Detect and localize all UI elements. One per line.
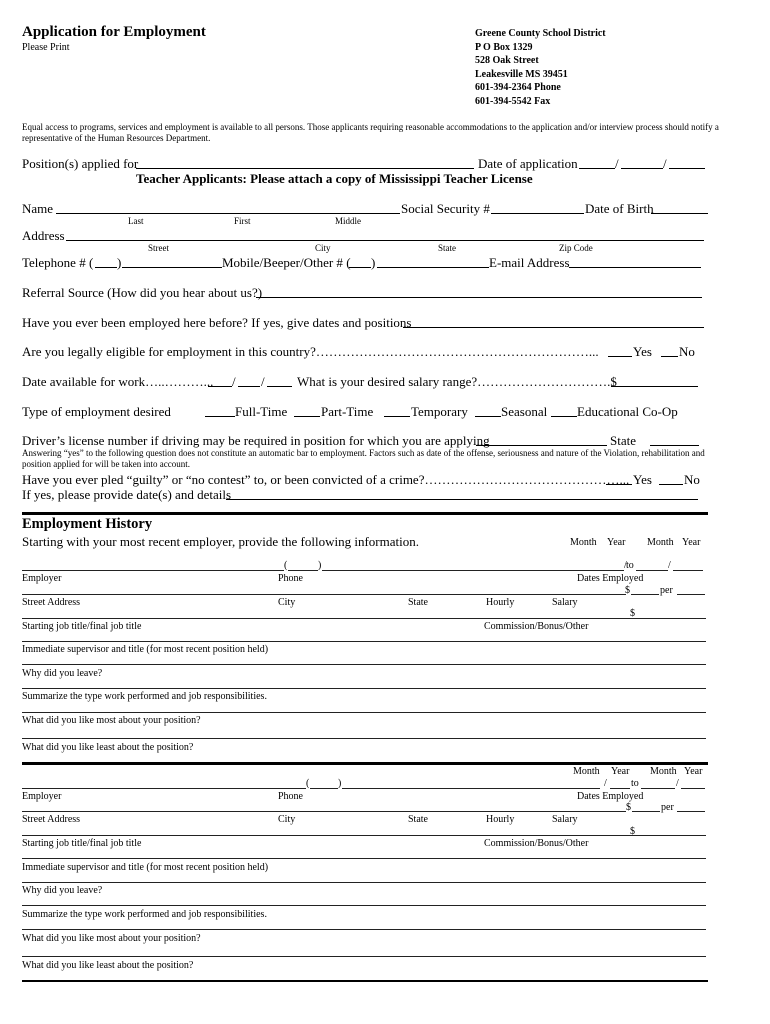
drivers-license-label: Driver’s license number if driving may be required in position for which you are applying: [22, 433, 490, 448]
address-label: Address: [22, 228, 65, 243]
employer-caption: Employer: [22, 791, 62, 802]
equal-access-notice: Equal access to programs, services and employment is available to all persons. Those applicants requiring reasonable accommodations to the application and/or interview process should notify a representative of the Human Resources Department.: [22, 122, 719, 143]
telephone-area-field[interactable]: [95, 267, 117, 268]
per-field[interactable]: [677, 594, 705, 595]
job-title-field[interactable]: [22, 618, 706, 619]
employer-phone-field[interactable]: [322, 570, 624, 571]
crime-yes-field[interactable]: [606, 484, 632, 485]
district-street: 528 Oak Street: [475, 55, 539, 67]
employer-phone-area-field[interactable]: [288, 570, 318, 571]
type-employment-label: Type of employment desired: [22, 404, 171, 419]
crime-no-field[interactable]: [659, 484, 683, 485]
dates-to-year-field[interactable]: [681, 788, 705, 789]
slash: /: [615, 156, 619, 171]
section-divider: [22, 762, 708, 765]
ssn-label: Social Security #: [401, 201, 490, 216]
dob-label: Date of Birth: [585, 201, 654, 216]
dob-field[interactable]: [651, 213, 708, 214]
employed-before-field[interactable]: [403, 327, 704, 328]
hourly-caption: Hourly: [486, 814, 515, 825]
street-address-caption: Street Address: [22, 814, 81, 825]
employer-caption: Employer: [22, 573, 62, 584]
slash: /: [663, 156, 667, 171]
crime-dates-field[interactable]: [226, 499, 698, 500]
temporary-label: Temporary: [411, 404, 468, 419]
date-app-month-field[interactable]: [579, 168, 615, 169]
eligible-yes-field[interactable]: [608, 356, 632, 357]
like-most-caption: What did you like most about your position?: [22, 933, 201, 944]
dates-to-year-field[interactable]: [673, 570, 703, 571]
drivers-state-field[interactable]: [650, 445, 699, 446]
why-leave-caption: Why did you leave?: [22, 668, 103, 679]
address-state-caption: State: [438, 243, 456, 253]
why-leave-field[interactable]: [22, 664, 706, 665]
supervisor-field[interactable]: [22, 641, 706, 642]
educational-coop-label: Educational Co-Op: [577, 404, 678, 419]
salary-range-field[interactable]: [611, 386, 698, 387]
like-most-caption: What did you like most about your position?: [22, 715, 201, 726]
salary-caption: Salary: [552, 814, 578, 825]
per-label: per: [660, 585, 673, 596]
address-city-caption: City: [315, 243, 331, 253]
ssn-field[interactable]: [491, 213, 584, 214]
employer-phone-field[interactable]: [342, 788, 600, 789]
employer-phone-area-field[interactable]: [310, 788, 338, 789]
employer-field[interactable]: [22, 570, 284, 571]
crime-dates-label: If yes, please provide date(s) and details: [22, 487, 232, 502]
like-most-field[interactable]: [22, 712, 706, 713]
month-header: Month: [647, 537, 674, 548]
referral-label: Referral Source (How did you hear about us?): [22, 285, 263, 300]
seasonal-field[interactable]: [475, 416, 501, 417]
to-label: to: [626, 560, 634, 571]
part-time-field[interactable]: [294, 416, 320, 417]
referral-field[interactable]: [256, 297, 702, 298]
dollar-sign: $: [626, 802, 631, 813]
district-name: Greene County School District: [475, 28, 606, 39]
to-label: to: [631, 778, 639, 789]
job-title-field[interactable]: [22, 835, 706, 836]
page-title: Application for Employment: [22, 24, 206, 40]
month-header: Month: [570, 537, 597, 548]
supervisor-caption: Immediate supervisor and title (for most recent position held): [22, 862, 269, 873]
salary-range-label: What is your desired salary range?………………………….$: [297, 374, 617, 389]
email-label: E-mail Address: [489, 255, 570, 270]
employer-field[interactable]: [22, 788, 306, 789]
eligible-no-label: No: [679, 344, 695, 359]
date-application-label: Date of application: [478, 156, 578, 171]
salary-caption: Salary: [552, 597, 578, 608]
summarize-field[interactable]: [22, 688, 706, 689]
dates-employed-caption: Dates Employed: [577, 791, 644, 802]
address-zip-caption: Zip Code: [559, 243, 593, 253]
state-caption: State: [408, 814, 428, 825]
like-most-field[interactable]: [22, 929, 706, 930]
name-first-caption: First: [234, 216, 251, 226]
full-time-field[interactable]: [205, 416, 235, 417]
district-po-box: P O Box 1329: [475, 41, 533, 53]
mobile-area-field[interactable]: [349, 267, 371, 268]
like-least-caption: What did you like least about the position?: [22, 960, 194, 971]
crime-label: Have you ever pled “guilty” or “no contest” to, or been convicted of a crime?………………………………………...: [22, 472, 630, 487]
answering-notice: Answering “yes” to the following question does not constitute an automatic bar to employment. Factors such as date of the offense, seriousness and nature of the Violation, rehabilitation and position applied for will be taken into account.: [22, 448, 705, 469]
commission-caption: Commission/Bonus/Other: [484, 838, 589, 849]
employed-before-label: Have you ever been employed here before? If yes, give dates and positions: [22, 315, 412, 330]
full-time-label: Full-Time: [235, 404, 288, 419]
summarize-field[interactable]: [22, 905, 706, 906]
phone-caption: Phone: [278, 573, 303, 584]
address-field[interactable]: [66, 240, 704, 241]
section-divider: [22, 512, 708, 515]
name-last-caption: Last: [128, 216, 144, 226]
city-caption: City: [278, 597, 296, 608]
date-available-day-field[interactable]: [238, 386, 260, 387]
mobile-field[interactable]: [377, 267, 489, 268]
like-least-caption: What did you like least about the position?: [22, 742, 194, 753]
summarize-caption: Summarize the type work performed and job responsibilities.: [22, 691, 267, 702]
phone-caption: Phone: [278, 791, 303, 802]
month-header: Month: [573, 766, 600, 777]
hourly-caption: Hourly: [486, 597, 515, 608]
email-field[interactable]: [569, 267, 701, 268]
dates-employed-caption: Dates Employed: [577, 573, 644, 584]
drivers-state-label: State: [610, 433, 636, 448]
like-least-field[interactable]: [22, 738, 706, 739]
hourly-rate-field[interactable]: [631, 594, 659, 595]
district-phone: 601-394-2364 Phone: [475, 82, 561, 94]
name-field[interactable]: [56, 213, 400, 214]
position-label: Position(s) applied for: [22, 156, 139, 171]
year-header: Year: [607, 537, 626, 548]
job-title-caption: Starting job title/final job title: [22, 838, 142, 849]
telephone-field[interactable]: [122, 267, 222, 268]
educational-coop-field[interactable]: [551, 416, 577, 417]
hourly-rate-field[interactable]: [632, 811, 660, 812]
position-field[interactable]: [136, 168, 474, 169]
crime-no-label: No: [684, 472, 700, 487]
dollar-sign: $: [630, 608, 635, 619]
state-caption: State: [408, 597, 428, 608]
supervisor-caption: Immediate supervisor and title (for most recent position held): [22, 644, 269, 655]
telephone-label: Telephone # (: [22, 255, 94, 270]
job-title-caption: Starting job title/final job title: [22, 621, 142, 632]
per-field[interactable]: [677, 811, 705, 812]
why-leave-field[interactable]: [22, 882, 706, 883]
district-fax: 601-394-5542 Fax: [475, 95, 551, 107]
temporary-field[interactable]: [384, 416, 410, 417]
per-label: per: [661, 802, 674, 813]
street-address-field[interactable]: [22, 811, 626, 812]
drivers-license-field[interactable]: [476, 445, 607, 446]
mobile-label: Mobile/Beeper/Other # (: [222, 255, 351, 270]
date-available-month-field[interactable]: [208, 386, 232, 387]
street-address-field[interactable]: [22, 594, 626, 595]
district-city: Leakesville MS 39451: [475, 68, 568, 80]
eligible-no-field[interactable]: [661, 356, 678, 357]
supervisor-field[interactable]: [22, 858, 706, 859]
crime-yes-label: Yes: [633, 472, 652, 487]
year-header: Year: [611, 766, 630, 777]
city-caption: City: [278, 814, 296, 825]
seasonal-label: Seasonal: [501, 404, 548, 419]
name-label: Name: [22, 201, 54, 216]
bottom-divider: [22, 980, 708, 982]
dollar-sign: $: [630, 826, 635, 837]
eligible-yes-label: Yes: [633, 344, 652, 359]
dollar-sign: $: [625, 585, 630, 596]
like-least-field[interactable]: [22, 956, 706, 957]
date-available-label: Date available for work…..………...: [22, 374, 214, 389]
summarize-caption: Summarize the type work performed and job responsibilities.: [22, 909, 267, 920]
employment-history-intro: Starting with your most recent employer, provide the following information.: [22, 534, 419, 549]
dates-to-month-field[interactable]: [641, 788, 675, 789]
date-app-year-field[interactable]: [669, 168, 705, 169]
why-leave-caption: Why did you leave?: [22, 885, 103, 896]
month-header: Month: [650, 766, 677, 777]
street-address-caption: Street Address: [22, 597, 81, 608]
commission-caption: Commission/Bonus/Other: [484, 621, 589, 632]
district-address: [475, 27, 606, 109]
address-street-caption: Street: [148, 243, 169, 253]
employment-history-title: Employment History: [22, 516, 153, 532]
page-subtitle: Please Print: [22, 42, 70, 53]
dates-to-month-field[interactable]: [636, 570, 668, 571]
teacher-note: Teacher Applicants: Please attach a copy of Mississippi Teacher License: [136, 171, 533, 186]
name-middle-caption: Middle: [335, 216, 361, 226]
date-app-day-field[interactable]: [621, 168, 663, 169]
year-header: Year: [684, 766, 703, 777]
part-time-label: Part-Time: [321, 404, 374, 419]
year-header: Year: [682, 537, 701, 548]
date-available-year-field[interactable]: [267, 386, 292, 387]
eligible-label: Are you legally eligible for employment in this country?………………………………………………………...: [22, 344, 599, 359]
dates-from-year-field[interactable]: [610, 788, 630, 789]
